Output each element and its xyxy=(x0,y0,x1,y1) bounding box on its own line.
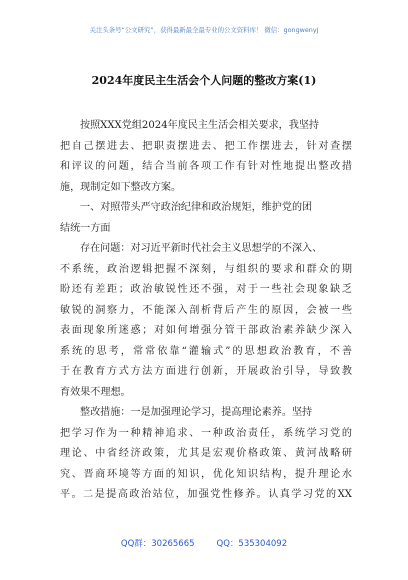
body-line: 施，现制定如下整改方案。 xyxy=(60,181,182,193)
body-line: 把自己摆进去、把职责摆进去、把工作摆进去，针对查摆 xyxy=(60,140,352,152)
footer-contact xyxy=(0,537,408,549)
qq-group-number: QQ群：30265665 xyxy=(120,539,195,549)
body-line: 按照XXX党组2024年度民主生活会相关要求，我坚持 xyxy=(80,120,320,131)
body-line: 表面现象所迷惑；对如何增强分管干部政治素养缺少深入 xyxy=(60,325,352,336)
body-line: 育效果不理想。 xyxy=(60,386,131,398)
body-line: 盼还有差距；政治敏锐性还不强，对于一些社会现象缺乏 xyxy=(60,284,352,295)
header-banner: 关注头条号“公文研究”，获得最新最全最专业的公文资料库！ 微信：gongwenyj xyxy=(89,26,319,34)
document-body xyxy=(60,116,352,506)
qq-number: QQ：535304092 xyxy=(216,539,288,549)
body-line: 把学习作为一种精神追求、一种政治责任，系统学习党的 xyxy=(60,427,352,439)
body-line: 究、晋商环境等方面的知识，优化知识结构，提升理论水 xyxy=(60,468,352,480)
body-line: 结统一方面 xyxy=(60,222,111,234)
body-line: 系统的思考，常常依靠“灌输式”的思想政治教育，不善 xyxy=(60,345,352,357)
body-line: 一、对照带头严守政治纪律和政治规矩，维护党的团 xyxy=(80,202,313,213)
body-line: 和评议的问题，结合当前各项工作有针对性地提出整改措 xyxy=(60,161,352,172)
body-line: 于在教育方式方法方面进行创新，开展政治引导，导致教 xyxy=(60,366,352,377)
body-line: 存在问题：对习近平新时代社会主义思想学的不深入、 xyxy=(80,243,323,254)
body-line: 不系统，政治逻辑把握不深刻，与组织的要求和群众的期 xyxy=(60,263,352,275)
body-line: 整改措施：一是加强理论学习，提高理论素养。坚持 xyxy=(80,407,313,418)
body-line: 平。二是提高政治站位，加强党性修养。认真学习党的XX xyxy=(60,489,352,500)
body-line: 敏锐的洞察力，不能深入剖析背后产生的原因，会被一些 xyxy=(60,304,352,316)
body-line: 理论、中省经济政策，尤其是宏观价格政策、黄河战略研 xyxy=(60,448,352,459)
document-title: 2024年度民主生活会个人问题的整改方案(1) xyxy=(91,74,317,87)
